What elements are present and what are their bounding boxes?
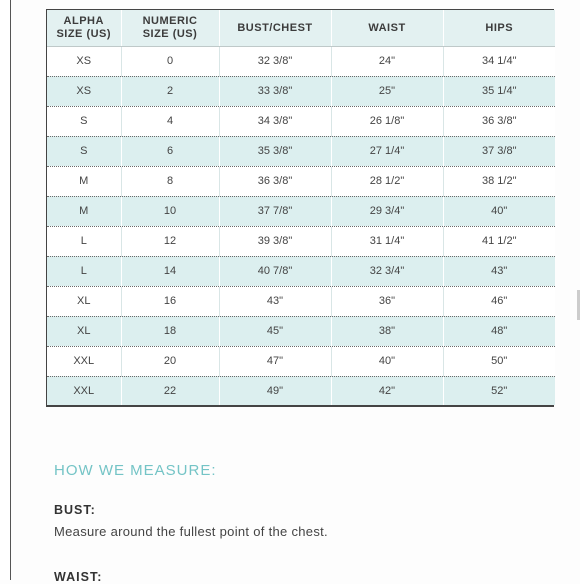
alpha-size-cell: S — [47, 136, 121, 166]
waist-cell: 36" — [331, 286, 443, 316]
page-edge — [0, 0, 11, 580]
numeric-size-cell: 20 — [121, 346, 219, 376]
numeric-size-cell: 10 — [121, 196, 219, 226]
waist-cell: 29 3/4" — [331, 196, 443, 226]
bust-cell: 37 7/8" — [219, 196, 331, 226]
alpha-size-cell: S — [47, 106, 121, 136]
alpha-size-cell: M — [47, 196, 121, 226]
bust-heading: BUST: — [54, 503, 96, 517]
bust-cell: 40 7/8" — [219, 256, 331, 286]
how-we-measure-title: HOW WE MEASURE: — [54, 462, 217, 479]
hips-cell: 34 1/4" — [443, 47, 555, 77]
hips-cell: 50" — [443, 346, 555, 376]
bust-cell: 49" — [219, 376, 331, 405]
table-row — [47, 316, 555, 346]
alpha-size-cell: XS — [47, 47, 121, 77]
table-row — [47, 256, 555, 286]
header-alpha-size: ALPHA SIZE (US) — [47, 10, 121, 47]
waist-cell: 42" — [331, 376, 443, 405]
numeric-size-cell: 6 — [121, 136, 219, 166]
bust-cell: 43" — [219, 286, 331, 316]
hips-cell: 36 3/8" — [443, 106, 555, 136]
bust-cell: 45" — [219, 316, 331, 346]
bust-cell: 32 3/8" — [219, 47, 331, 77]
alpha-size-cell: L — [47, 226, 121, 256]
numeric-size-cell: 8 — [121, 166, 219, 196]
header-hips: HIPS — [443, 10, 555, 47]
header-waist: WAIST — [331, 10, 443, 47]
bust-cell: 34 3/8" — [219, 106, 331, 136]
hips-cell: 41 1/2" — [443, 226, 555, 256]
hips-cell: 37 3/8" — [443, 136, 555, 166]
hips-cell: 35 1/4" — [443, 76, 555, 106]
header-numeric-size: NUMERIC SIZE (US) — [121, 10, 219, 47]
numeric-size-cell: 16 — [121, 286, 219, 316]
table-row — [47, 166, 555, 196]
table-row — [47, 76, 555, 106]
hips-cell: 38 1/2" — [443, 166, 555, 196]
alpha-size-cell: L — [47, 256, 121, 286]
table-row — [47, 286, 555, 316]
hips-cell: 40" — [443, 196, 555, 226]
waist-cell: 28 1/2" — [331, 166, 443, 196]
waist-cell: 24" — [331, 47, 443, 77]
table-row — [47, 346, 555, 376]
bust-cell: 47" — [219, 346, 331, 376]
numeric-size-cell: 18 — [121, 316, 219, 346]
waist-cell: 38" — [331, 316, 443, 346]
table-row — [47, 196, 555, 226]
numeric-size-cell: 2 — [121, 76, 219, 106]
numeric-size-cell: 22 — [121, 376, 219, 405]
alpha-size-cell: XS — [47, 76, 121, 106]
alpha-size-cell: XXL — [47, 376, 121, 405]
bust-cell: 36 3/8" — [219, 166, 331, 196]
alpha-size-cell: XL — [47, 286, 121, 316]
table-header-row — [47, 10, 555, 47]
alpha-size-cell: XXL — [47, 346, 121, 376]
numeric-size-cell: 4 — [121, 106, 219, 136]
bust-cell: 33 3/8" — [219, 76, 331, 106]
header-bust-chest: BUST/CHEST — [219, 10, 331, 47]
waist-cell: 31 1/4" — [331, 226, 443, 256]
hips-cell: 52" — [443, 376, 555, 405]
size-chart-table — [46, 9, 554, 407]
table-row — [47, 376, 555, 405]
alpha-size-cell: M — [47, 166, 121, 196]
waist-cell: 40" — [331, 346, 443, 376]
hips-cell: 48" — [443, 316, 555, 346]
numeric-size-cell: 0 — [121, 47, 219, 77]
table-row — [47, 106, 555, 136]
table-row — [47, 136, 555, 166]
waist-cell: 26 1/8" — [331, 106, 443, 136]
numeric-size-cell: 14 — [121, 256, 219, 286]
waist-cell: 27 1/4" — [331, 136, 443, 166]
numeric-size-cell: 12 — [121, 226, 219, 256]
hips-cell: 43" — [443, 256, 555, 286]
alpha-size-cell: XL — [47, 316, 121, 346]
bust-description: Measure around the fullest point of the chest. — [54, 524, 328, 539]
hips-cell: 46" — [443, 286, 555, 316]
table-row — [47, 47, 555, 77]
bust-cell: 39 3/8" — [219, 226, 331, 256]
waist-heading: WAIST: — [54, 570, 103, 584]
bust-cell: 35 3/8" — [219, 136, 331, 166]
table-row — [47, 226, 555, 256]
waist-cell: 32 3/4" — [331, 256, 443, 286]
table-body — [47, 47, 555, 406]
waist-cell: 25" — [331, 76, 443, 106]
